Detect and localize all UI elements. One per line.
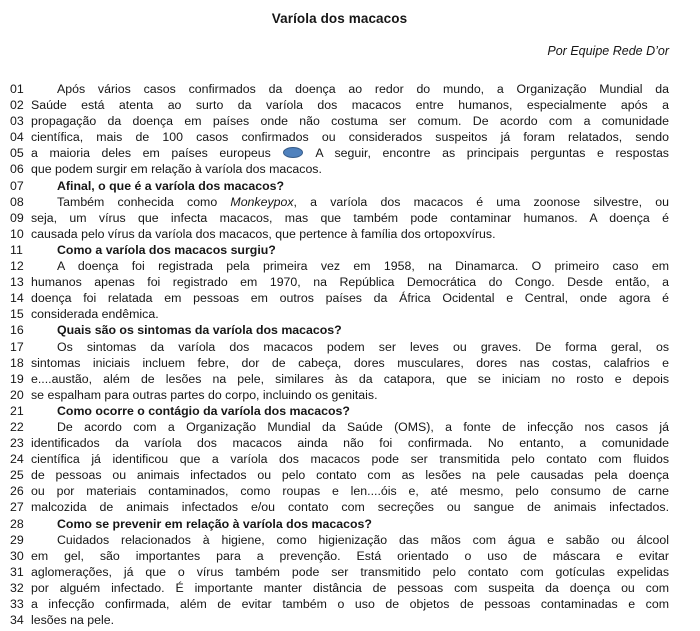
byline: Por Equipe Rede D’or [547, 44, 669, 58]
line-number: 15 [10, 307, 24, 322]
line-text: em gel, são importantes para a prevenção. Está orientado o uso de máscara e evitar [31, 548, 669, 563]
line-number: 29 [10, 532, 24, 547]
text-line [10, 161, 669, 177]
text-line [10, 387, 669, 403]
line-text: Cuidados relacionados à higiene, como higienização das mãos com água e sabão ou álcool [57, 532, 669, 547]
line-number: 32 [10, 580, 24, 595]
text-line [10, 274, 669, 290]
line-text: a infecção confirmada, além de evitar também o uso de objetos de pessoas contaminadas e com [31, 597, 669, 611]
line-number: 26 [10, 484, 24, 499]
line-number: 24 [10, 452, 24, 467]
line-text: seja, um vírus que infecta macacos, mas que também pode contaminar humanos. A doença é [31, 210, 669, 225]
line-text: por alguém infectado. É importante manter distância de pessoas com suspeita da doença ou com [31, 580, 669, 595]
text-line [10, 499, 669, 515]
line-text: se espalham para outras partes do corpo, incluindo os genitais. [31, 387, 378, 402]
text-line [10, 226, 669, 242]
text-line [10, 403, 669, 419]
text-line [10, 596, 669, 612]
line-text: causada pelo vírus da varíola dos macacos, que pertence à família dos ortopoxvírus. [31, 226, 496, 241]
line-number: 17 [10, 339, 24, 354]
text-line [10, 548, 669, 564]
line-number: 11 [10, 242, 23, 257]
text-line [10, 532, 669, 548]
text-line [10, 129, 669, 145]
line-number: 21 [10, 403, 24, 418]
text-line [10, 564, 669, 580]
line-text: De acordo com a Organização Mundial da Saúde (OMS), a fonte de infecção nos casos já [57, 419, 669, 434]
line-number: 28 [10, 516, 24, 531]
line-text: Afinal, o que é a varíola dos macacos? [57, 178, 285, 193]
line-number: 23 [10, 436, 24, 451]
line-number: 09 [10, 210, 24, 225]
line-number: 13 [10, 275, 24, 290]
text-line [10, 210, 669, 226]
line-number: 02 [10, 98, 24, 113]
text-line [10, 451, 669, 467]
line-number: 16 [10, 323, 24, 338]
line-number: 07 [10, 178, 24, 193]
line-number: 08 [10, 194, 24, 209]
blue-ellipse-shape [283, 147, 303, 158]
text-line [10, 435, 669, 451]
line-number: 25 [10, 468, 24, 483]
line-list [10, 81, 669, 628]
text-line [10, 81, 669, 97]
line-text: malcozida de animais infectados e/ou contato com secreções ou sangue de animais infectados. [31, 500, 669, 515]
line-text: sintomas iniciais incluem febre, dor de cabeça, dores musculares, dores nas costas, calafrios e [31, 355, 669, 370]
text-line [10, 258, 669, 274]
line-number: 20 [10, 387, 24, 402]
text-line [10, 178, 669, 194]
line-text: científica já identificou que a varíola dos macacos pode ser transmitida pelo contato com fluidos [31, 452, 669, 467]
text-line [10, 97, 669, 113]
line-number: 31 [10, 564, 24, 579]
line-text: científica, mais de 100 casos confirmados ou considerados suspeitos já foram relatados, sendo [31, 130, 669, 145]
line-text: que podem surgir em relação à varíola dos macacos. [31, 162, 322, 177]
line-number: 34 [10, 613, 24, 628]
line-text: ou por materiais contaminados, como roupas e len....óis e, até mesmo, pelo consumo de carne [31, 484, 669, 499]
text-line [10, 483, 669, 499]
line-number: 06 [10, 162, 24, 177]
text-line [10, 419, 669, 435]
text-line [10, 339, 669, 355]
line-text: lesões na pele. [31, 613, 115, 628]
line-number: 10 [10, 226, 24, 241]
line-text: propagação da doença em países onde não costuma ser comum. De acordo com a comunidade [31, 114, 669, 129]
page-title: Varíola dos macacos [271, 11, 408, 26]
line-text: Como se prevenir em relação à varíola dos macacos? [57, 516, 372, 531]
text-line [10, 242, 669, 258]
line-number: 03 [10, 114, 24, 129]
line-text: Como ocorre o contágio da varíola dos macacos? [57, 403, 350, 418]
text-line [10, 467, 669, 483]
line-text: e....austão, além de lesões na pele, similares às da catapora, que se iniciam no rosto e depois [31, 371, 669, 386]
line-text: aglomerações, já que o vírus também pode ser transmitido pelo contato com gotículas expelidas [31, 564, 669, 579]
line-text: de pessoas ou animais infectados ou pelo contato com as lesões na pele causadas pela doença [31, 468, 669, 483]
text-line [10, 612, 669, 628]
text-line [10, 290, 669, 306]
text-line [10, 306, 669, 322]
line-number: 04 [10, 130, 24, 145]
line-text: A doença foi registrada pela primeira vez em 1958, na Dinamarca. O primeiro caso em [57, 259, 669, 274]
text-line [10, 145, 669, 161]
line-number: 18 [10, 355, 24, 370]
line-number: 14 [10, 291, 24, 306]
line-number: 33 [10, 597, 24, 611]
line-text: humanos apenas foi registrado em 1970, na República Democrática do Congo. Desde então, a [31, 275, 669, 290]
line-number: 22 [10, 419, 24, 434]
line-text: a maioria deles em países europeus A seguir, encontre as principais perguntas e respostas [31, 146, 669, 161]
text-line [10, 113, 669, 129]
line-text: identificados da varíola dos macacos ainda não foi confirmada. No entanto, a comunidade [31, 436, 669, 451]
line-number: 12 [10, 259, 24, 274]
text-line [10, 194, 669, 210]
text-line [10, 580, 669, 596]
text-line [10, 371, 669, 387]
line-number: 19 [10, 371, 24, 386]
line-text: Após vários casos confirmados da doença ao redor do mundo, a Organização Mundial da [57, 82, 669, 96]
line-number: 30 [10, 548, 24, 563]
text-line [10, 355, 669, 371]
line-number: 05 [10, 146, 24, 161]
line-text: considerada endêmica. [31, 307, 159, 322]
text-line [10, 516, 669, 532]
line-text: Saúde está atenta ao surto da varíola dos macacos entre humanos, especialmente após a [31, 98, 669, 113]
text-line [10, 322, 669, 338]
line-text: Também conhecida como Monkeypox, a varíola dos macacos é uma zoonose silvestre, ou [57, 194, 669, 209]
line-number: 27 [10, 500, 24, 515]
line-text: doença foi relatada em pessoas em outros países da África Ocidental e Central, onde agora é [31, 291, 669, 306]
line-text: Quais são os sintomas da varíola dos macacos? [57, 323, 342, 338]
line-text: Como a varíola dos macacos surgiu? [57, 242, 276, 257]
line-number: 01 [10, 82, 24, 96]
line-text: Os sintomas da varíola dos macacos podem ser leves ou graves. De forma geral, os [57, 339, 669, 354]
